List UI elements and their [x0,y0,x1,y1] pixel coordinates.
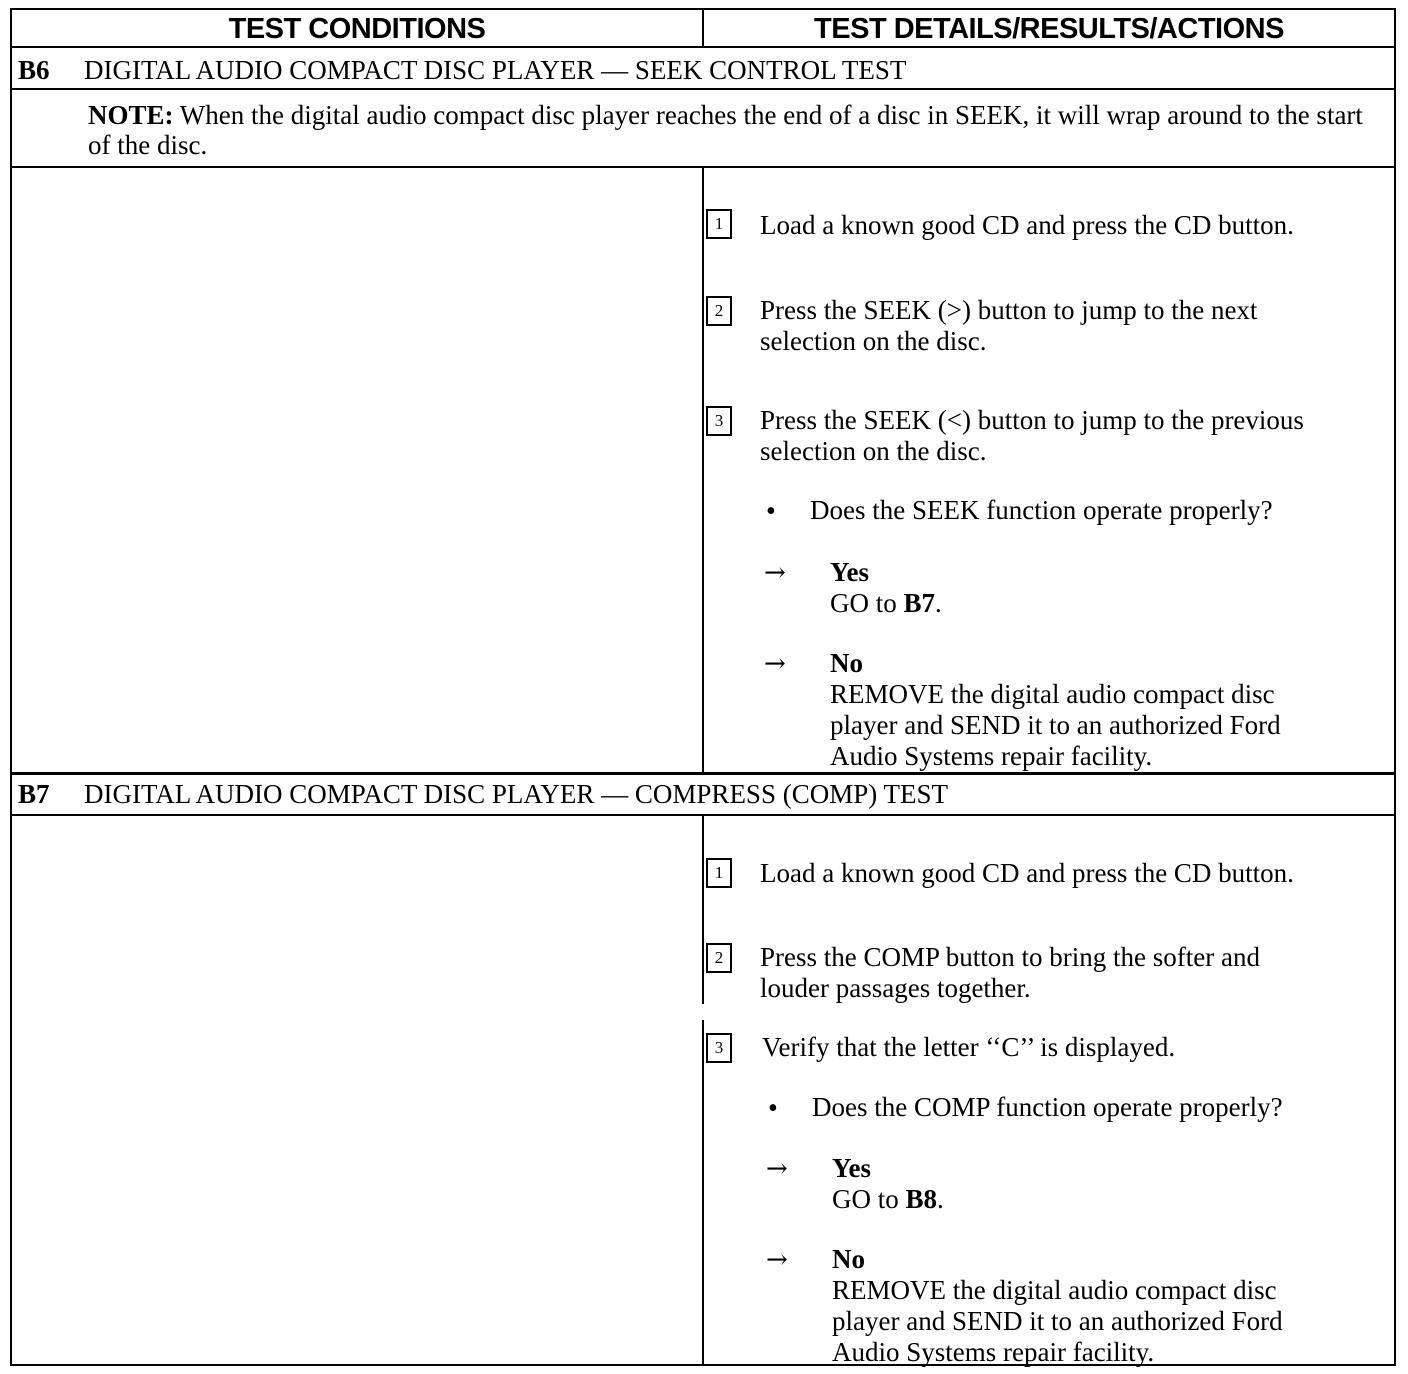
yes-suffix: . [935,588,942,618]
step-line: Press the COMP button to bring the softer and [760,942,1260,972]
section-b6-title [18,50,906,90]
b6-yes-action [830,557,942,619]
step-number-box: 3 [706,406,732,436]
step-line: louder passages together. [760,973,1031,1003]
yes-label: Yes [832,1153,871,1183]
b6-step-3-text [760,405,1304,467]
no-line: REMOVE the digital audio compact disc [830,679,1275,709]
column-divider [702,168,704,774]
b6-step-2-text [760,295,1257,357]
step-line: Load a known good CD and press the CD button. [760,210,1294,240]
b7-step-3-text [762,1032,1175,1063]
column-divider [702,816,704,1004]
yes-instruction [832,1184,944,1215]
step-number-box: 1 [706,858,732,888]
no-line: REMOVE the digital audio compact disc [832,1275,1277,1305]
arrow-right-icon: → [764,649,786,679]
arrow-right-icon: → [766,1245,788,1275]
b6-no-action [830,648,1281,772]
yes-target: B7 [903,588,936,618]
no-line: player and SEND it to an authorized Ford [830,710,1281,740]
divider [12,166,1394,168]
section-b6-id: B6 [18,55,50,85]
column-divider [702,1020,704,1366]
yes-label: Yes [830,557,869,587]
b7-no-action [832,1244,1283,1368]
b7-step-2-text [760,942,1260,1004]
yes-instruction [830,588,942,619]
yes-target: B8 [905,1184,938,1214]
section-b7-title-text: DIGITAL AUDIO COMPACT DISC PLAYER — COMPRESS (COMP) TEST [84,779,948,809]
arrow-right-icon: → [766,1154,788,1184]
no-label: No [830,648,863,678]
step-line: selection on the disc. [760,326,987,356]
no-label: No [832,1244,865,1274]
yes-prefix: GO to [830,588,904,618]
no-line: Audio Systems repair facility. [830,741,1153,771]
divider [12,46,1394,48]
step-line: Press the SEEK (>) button to jump to the next [760,295,1258,325]
yes-suffix: . [937,1184,944,1214]
step-number-box: 1 [706,209,732,239]
step-number-box: 3 [706,1033,732,1063]
step-line: Press the SEEK (<) button to jump to the previous [760,405,1304,435]
section-b6-note [88,100,1378,160]
section-b7-title [18,774,948,814]
step-number-box: 2 [706,943,732,973]
step-line: Load a known good CD and press the CD button. [760,858,1294,888]
yes-prefix: GO to [832,1184,906,1214]
b6-question: Does the SEEK function operate properly? [810,495,1273,525]
header-test-conditions: TEST CONDITIONS [228,13,486,45]
note-text: When the digital audio compact disc player reaches the end of a disc in SEEK, it will wrap around to the start of the disc. [88,100,1363,160]
b6-step-1-text [760,210,1294,241]
bullet-icon: • [768,1093,778,1124]
step-line: selection on the disc. [760,436,987,466]
test-procedure-table [10,8,1396,1366]
note-label: NOTE: [88,100,174,130]
no-line: Audio Systems repair facility. [832,1337,1155,1367]
divider [12,814,1394,816]
column-divider [702,10,704,48]
b7-step-1-text [760,858,1294,889]
b7-yes-action [832,1153,944,1215]
step-number-box: 2 [706,296,732,326]
b7-question: Does the COMP function operate properly? [812,1092,1283,1122]
bullet-icon: • [766,496,776,527]
section-b7-id: B7 [18,779,50,809]
arrow-right-icon: → [764,558,786,588]
step-line: Verify that the letter ‘‘C’’ is displayed. [762,1032,1176,1062]
section-b6-title-text: DIGITAL AUDIO COMPACT DISC PLAYER — SEEK CONTROL TEST [84,55,907,85]
no-line: player and SEND it to an authorized Ford [832,1306,1283,1336]
header-test-details: TEST DETAILS/RESULTS/ACTIONS [814,13,1284,45]
